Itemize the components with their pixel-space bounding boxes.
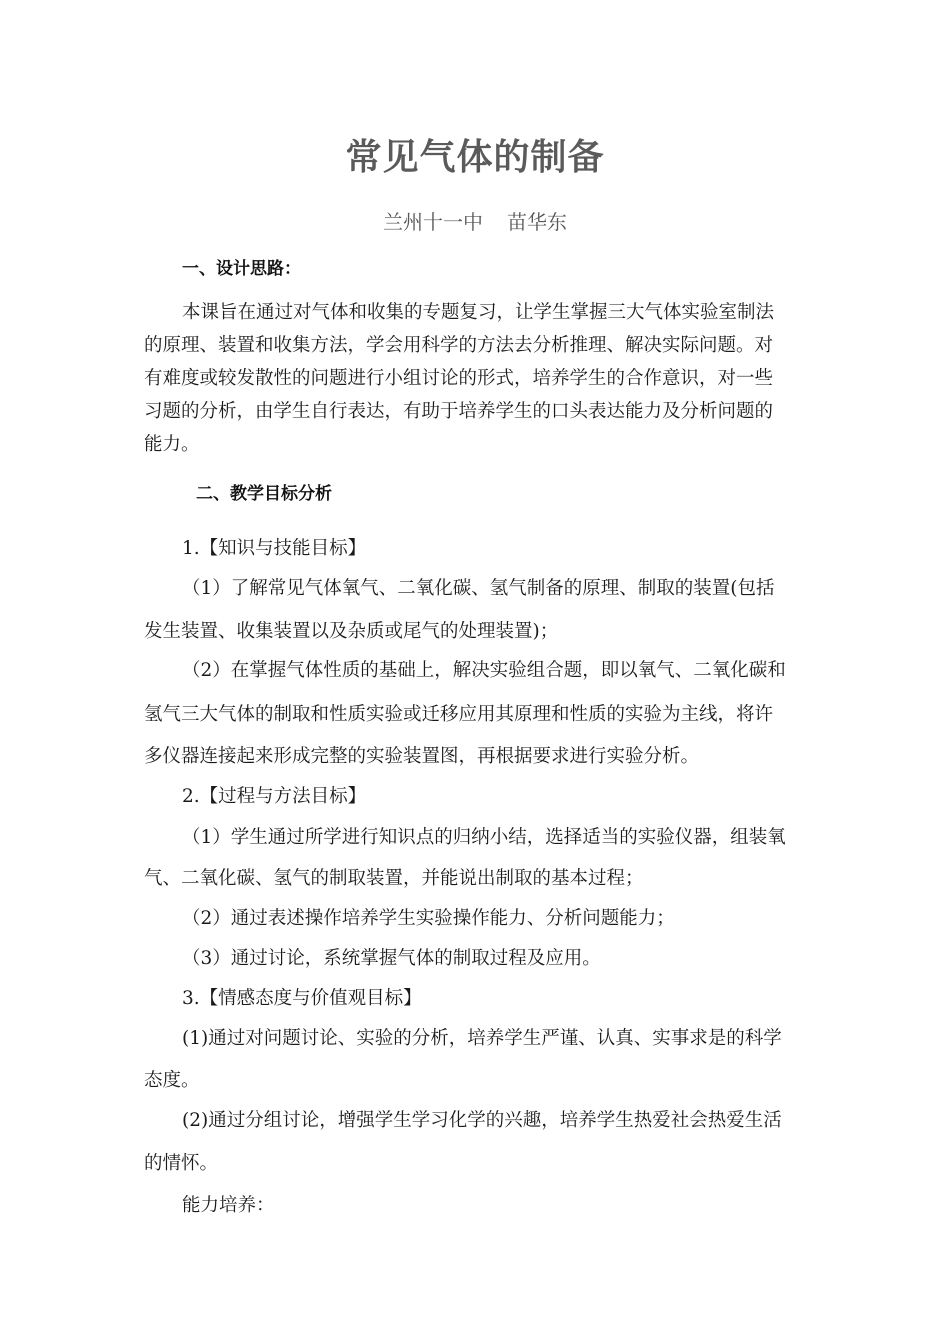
goal3-item1-line2: 态度。 [144,1070,200,1091]
goal2-item1-line1: （1）学生通过所学进行知识点的归纳小结，选择适当的实验仪器，组装氧 [182,827,786,848]
goal3-title: 3.【情感态度与价值观目标】 [182,988,422,1009]
goal1-item2-line2: 氢气三大气体的制取和性质实验或迁移应用其原理和性质的实验为主线，将许 [144,704,774,725]
goal2-item1-line2: 气、二氧化碳、氢气的制取装置，并能说出制取的基本过程； [144,868,644,889]
goal3-item2-line1: (2)通过分组讨论，增强学生学习化学的兴趣，培养学生热爱社会热爱生活 [182,1110,782,1131]
paragraph-line: 习题的分析，由学生自行表达，有助于培养学生的口头表达能力及分析问题的 [144,401,774,422]
section-heading-goals: 二、教学目标分析 [196,484,332,504]
author-line [0,208,950,236]
goal1-item1-line2: 发生装置、收集装置以及杂质或尾气的处理装置)； [144,621,559,642]
paragraph-line: 能力。 [144,434,200,455]
document-title: 常见气体的制备 [345,137,605,178]
goal1-item1-line1: （1）了解常见气体氧气、二氧化碳、氢气制备的原理、制取的装置(包括 [182,578,775,599]
goal3-item1-line1: (1)通过对问题讨论、实验的分析，培养学生严谨、认真、实事求是的科学 [182,1028,782,1049]
ability-label: 能力培养： [182,1195,275,1216]
paragraph-line: 的原理、装置和收集方法，学会用科学的方法去分析推理、解决实际问题。对 [144,335,774,356]
paragraph-line: 有难度或较发散性的问题进行小组讨论的形式，培养学生的合作意识，对一些 [144,368,774,389]
goal1-title: 1.【知识与技能目标】 [182,538,367,559]
goal2-item2: （2）通过表述操作培养学生实验操作能力、分析问题能力； [182,908,675,929]
design-paragraph [144,296,806,461]
section-heading-design: 一、设计思路： [182,259,301,279]
goal1-item2-line3: 多仪器连接起来形成完整的实验装置图，再根据要求进行实验分析。 [144,746,700,767]
author-name: 苗华东 [507,210,567,234]
paragraph-line: 本课旨在通过对气体和收集的专题复习，让学生掌握三大气体实验室制法 [182,302,775,323]
goal1-item2-line1: （2）在掌握气体性质的基础上，解决实验组合题，即以氧气、二氧化碳和 [182,660,786,681]
goal2-item3: （3）通过讨论，系统掌握气体的制取过程及应用。 [182,948,601,969]
author-school: 兰州十一中 [383,210,483,234]
goal3-item2-line2: 的情怀。 [144,1153,219,1174]
goal2-title: 2.【过程与方法目标】 [182,786,367,807]
